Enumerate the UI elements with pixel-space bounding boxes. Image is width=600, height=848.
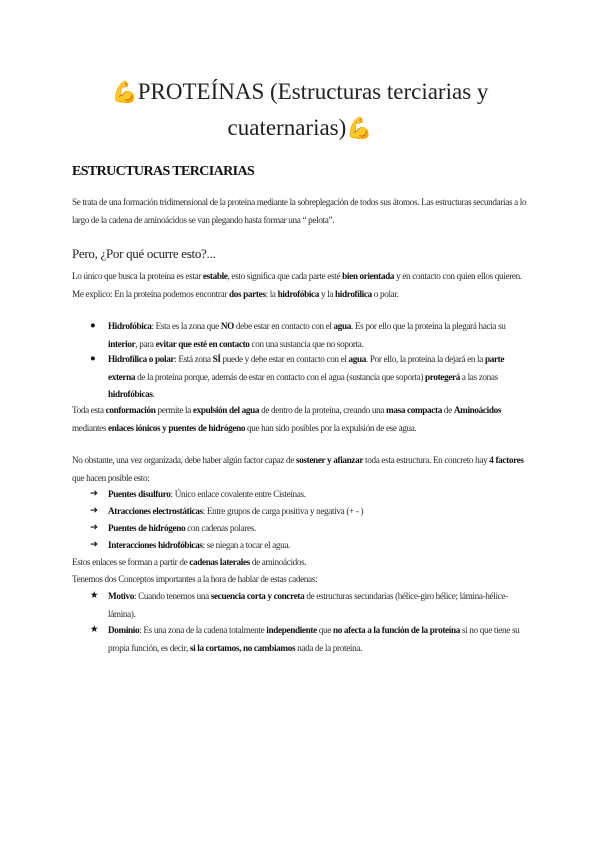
concept-item-dominio: Dominio: Es una zona de la cadena totalmente independiente que no afecta a la función de la proteína si no que tiene su propia función, es decir, si la cortamos, no cambiamos nada de la proteína. — [108, 625, 520, 653]
conformation-paragraph: Toda esta conformación permite la expulsión del agua de dentro de la proteína, creando una masa compacta de Aminoácidos mediantes enlaces iónicos y puentes de hidrógeno que han sido posibles por la expulsión de ese agua. — [72, 405, 502, 433]
factor-item: Puentes de hidrógeno con cadenas polares. — [108, 523, 256, 533]
bullet-icon: ● — [90, 321, 96, 331]
arrow-icon: ➔ — [90, 523, 98, 533]
factor-item: Interacciones hidrofóbicas: se niegan a tocar el agua. — [108, 540, 290, 550]
flexed-biceps-icon: 💪 — [111, 80, 138, 104]
arrow-icon: ➔ — [90, 489, 98, 499]
title-line-1: PROTEÍNAS (Estructuras terciarias y — [137, 79, 489, 104]
factor-item: Atracciones electrostáticas: Entre grupos de carga positiva y negativa (+ - ) — [108, 506, 364, 516]
stability-paragraph: Lo único que busca la proteína es estar estable, esto significa que cada parte esté bien orientada y en contacto con quien ellos quieren. Me explico: En la proteína podemos encontrar dos partes: la hidrofóbica y la hidrofílica o polar. — [72, 271, 522, 299]
factors-intro-paragraph: No obstante, una vez organizada, debe haber algún factor capaz de sostener y afianzar toda esta estructura. En concreto hay 4 factores que hacen posible esto: — [72, 455, 524, 483]
list-item-hidrofilica: Hidrofílica o polar: Está zona SÍ puede y debe estar en contacto con el agua. Por ello, la proteína la dejará en la parte externa de la proteína porque, además de estar en contacto con el agua (sustancia que soporta) protegerá a las zonas hidrofóbicas. — [108, 354, 505, 400]
concepts-paragraph: Tenemos dos Conceptos importantes a la hora de hablar de estas cadenas: — [72, 574, 318, 584]
bullet-icon: ● — [90, 354, 96, 364]
factor-item: Puentes disulfuro: Único enlace covalente entre Cisteínas. — [108, 489, 306, 499]
list-item-hidrofobica: Hidrofóbica: Esta es la zona que NO debe estar en contacto con el agua. Es por ello que la proteína la plegará hacia su interior, para evitar que esté en contacto con una sustancia que no soporta. — [108, 321, 506, 349]
intro-paragraph: Se trata de una formación tridimensional de la proteína mediante la sobreplegación de todos sus átomos. Las estructuras secundarias a lo largo de la cadena de aminoácidos se van plegando hasta formar una “ pelota”. — [72, 197, 527, 225]
page-title — [60, 74, 540, 146]
heading-por-que: Pero, ¿Por qué ocurre esto?... — [72, 246, 216, 261]
star-icon: ★ — [90, 625, 99, 635]
star-icon: ★ — [90, 591, 99, 601]
heading-estructuras-terciarias: ESTRUCTURAS TERCIARIAS — [72, 164, 255, 179]
flexed-biceps-icon: 💪 — [346, 116, 373, 140]
arrow-icon: ➔ — [90, 506, 98, 516]
concept-item-motivo: Motivo: Cuando tenemos una secuencia corta y concreta de estructuras secundarias (hélice-giro hélice; lámina-hélice-lámina). — [108, 591, 508, 619]
title-line-2: cuaternarias) — [227, 115, 347, 140]
side-chains-paragraph: Estos enlaces se forman a partir de cadenas laterales de aminoácidos. — [72, 557, 307, 567]
arrow-icon: ➔ — [90, 540, 98, 550]
